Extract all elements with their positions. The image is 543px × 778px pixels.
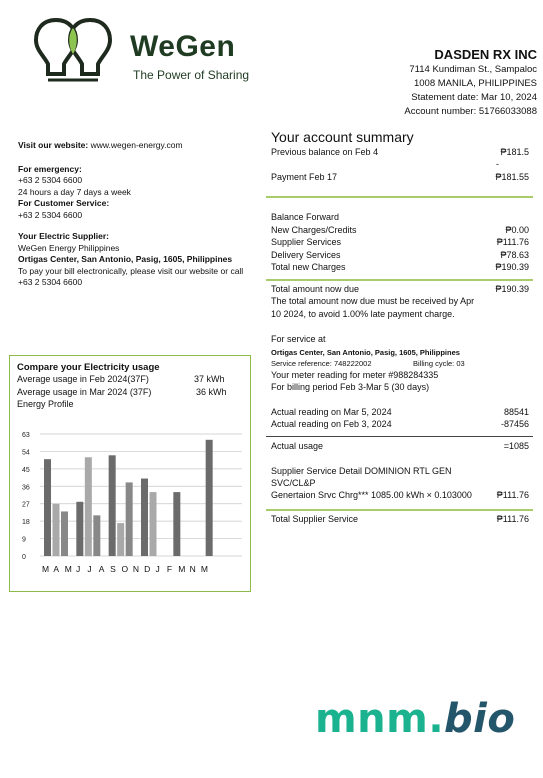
billing-cycle: Billing cycle: 03 — [413, 359, 465, 368]
y-tick-label: 27 — [22, 501, 30, 509]
due-note-line2: 10 2024, to avoid 1.00% late payment charge. — [271, 309, 455, 319]
total-due-label: Total amount now due — [271, 284, 360, 294]
company-address — [277, 63, 537, 119]
service-phone: +63 2 5304 6600 — [18, 209, 83, 220]
actual-usage-value: =1085 — [503, 441, 529, 451]
bar — [53, 504, 60, 556]
bar — [109, 455, 116, 556]
delivery-services-label: Delivery Services — [271, 250, 341, 260]
feb-usage-value: 37 kWh — [194, 374, 225, 384]
bar — [61, 511, 68, 556]
supplier-name: WeGen Energy Philippines — [18, 242, 120, 253]
x-category-label: J — [76, 564, 81, 574]
y-tick-label: 0 — [22, 554, 26, 561]
reading-feb-label: Actual reading on Feb 3, 2024 — [271, 419, 392, 429]
reading-feb-value: -87456 — [500, 419, 529, 429]
bar — [44, 459, 51, 556]
supplier-services-value: ₱111.76 — [496, 237, 529, 247]
y-tick-label: 18 — [22, 519, 30, 527]
x-category-label: O — [121, 564, 129, 574]
x-category-label: J — [87, 564, 92, 574]
emergency-phone: +63 2 5304 6600 — [18, 175, 83, 185]
website-label: Visit our website: — [18, 140, 89, 150]
bulb-logo-icon — [34, 18, 124, 84]
bar — [117, 523, 124, 556]
dash: - — [496, 159, 499, 169]
account-number: Account number: 51766033088 — [404, 106, 537, 117]
total-new-value: ₱190.39 — [495, 262, 529, 272]
service-address: Ortigas Center, San Antonio, Pasig, 1605, Philippines — [271, 348, 460, 357]
y-tick-label: 45 — [22, 466, 30, 474]
x-category-label: N — [132, 564, 139, 574]
x-category-label: J — [155, 564, 160, 574]
total-new-label: Total new Charges — [271, 262, 346, 272]
generation-value: ₱111.76 — [496, 490, 529, 500]
reading-mar-value: 88541 — [503, 407, 529, 417]
total-due-value: ₱190.39 — [495, 284, 529, 294]
service-at-label: For service at — [271, 334, 326, 344]
company-name: DASDEN RX INC — [434, 47, 537, 62]
divider — [266, 509, 533, 511]
energy-profile-label: Energy Profile — [17, 399, 74, 409]
previous-balance-value: ₱181.5 — [500, 147, 529, 157]
pay-note: To pay your bill electronically, please visit our website or call — [18, 265, 244, 276]
x-category-label: S — [110, 564, 116, 574]
statement-date: Statement date: Mar 10, 2024 — [411, 92, 537, 103]
divider — [266, 196, 533, 198]
address-line2: 1008 MANILA, PHILIPPINES — [413, 78, 537, 89]
billing-period: For billing period Feb 3-Mar 5 (30 days) — [271, 382, 430, 392]
balance-forward-label: Balance Forward — [271, 212, 340, 222]
bar — [141, 479, 148, 556]
watermark — [315, 696, 515, 742]
x-category-label: D — [144, 564, 151, 574]
website-link[interactable]: www.wegen-energy.com — [90, 140, 183, 150]
bar — [93, 515, 100, 556]
mar-usage-value: 36 kWh — [196, 387, 227, 397]
bar — [126, 482, 133, 556]
divider — [266, 279, 533, 281]
contact-info — [18, 140, 258, 289]
bar — [173, 492, 180, 556]
bar — [206, 440, 213, 556]
x-category-label: M — [200, 564, 209, 574]
usage-chart-box — [9, 355, 251, 592]
x-category-label: F — [166, 564, 173, 574]
bar — [150, 492, 157, 556]
x-category-label: A — [98, 564, 105, 574]
service-reference: Service reference: 748222002 — [271, 359, 372, 368]
supplier-detail-line1: Supplier Service Detail DOMINION RTL GEN — [271, 466, 452, 476]
feb-usage-label: Average usage in Feb 2024(37F) — [17, 374, 149, 384]
logo — [34, 18, 124, 84]
meter-reading: Your meter reading for meter #988284335 — [271, 370, 439, 380]
total-supplier-label: Total Supplier Service — [271, 514, 359, 524]
previous-balance-label: Previous balance on Feb 4 — [271, 147, 379, 157]
address-line1: 7114 Kundiman St., Sampaloc — [409, 64, 537, 75]
y-tick-label: 9 — [22, 536, 26, 544]
total-supplier-value: ₱111.76 — [496, 514, 529, 524]
emergency-hours: 24 hours a day 7 days a week — [18, 186, 131, 197]
due-note-line1: The total amount now due must be received by Apr — [271, 296, 475, 306]
bar — [85, 457, 92, 556]
brand-tagline: The Power of Sharing — [133, 68, 250, 82]
mar-usage-label: Average usage in Mar 2024 (37F) — [17, 387, 152, 397]
usage-title: Compare your Electricity usage — [17, 362, 160, 373]
supplier-services-label: Supplier Services — [271, 237, 342, 247]
payment-value: ₱181.55 — [495, 172, 529, 182]
payment-label: Payment Feb 17 — [271, 172, 338, 182]
y-tick-label: 54 — [22, 449, 30, 457]
summary-title: Your account summary — [271, 129, 414, 145]
watermark-part1: mnm. — [315, 696, 445, 742]
supplier-detail-line2: SVC/CL&P — [271, 478, 316, 488]
x-category-label: N — [189, 564, 196, 574]
bar — [76, 502, 83, 556]
pay-phone: +63 2 5304 6600 — [18, 277, 83, 287]
new-charges-label: New Charges/Credits — [271, 225, 357, 235]
service-label: For Customer Service: — [18, 198, 110, 208]
watermark-part2: bio — [444, 696, 516, 742]
reading-mar-label: Actual reading on Mar 5, 2024 — [271, 407, 392, 417]
supplier-address: Ortigas Center, San Antonio, Pasig, 1605, Philippines — [18, 254, 233, 264]
supplier-label: Your Electric Supplier: — [18, 231, 110, 241]
emergency-label: For emergency: — [18, 163, 82, 174]
brand-name: WeGen — [130, 30, 236, 63]
y-tick-label: 36 — [22, 484, 30, 492]
generation-label: Genertaion Srvc Chrg*** 1085.00 kWh × 0.103000 — [271, 490, 472, 500]
new-charges-value: ₱0.00 — [505, 225, 529, 235]
actual-usage-label: Actual usage — [271, 441, 324, 451]
y-tick-label: 63 — [22, 432, 30, 439]
divider — [266, 436, 533, 437]
x-category-label: M — [42, 564, 50, 574]
x-category-label: A — [53, 564, 60, 574]
x-category-label: M — [64, 564, 72, 574]
usage-bar-chart — [10, 426, 250, 576]
delivery-services-value: ₱78.63 — [500, 250, 529, 260]
x-category-label: M — [178, 564, 186, 574]
